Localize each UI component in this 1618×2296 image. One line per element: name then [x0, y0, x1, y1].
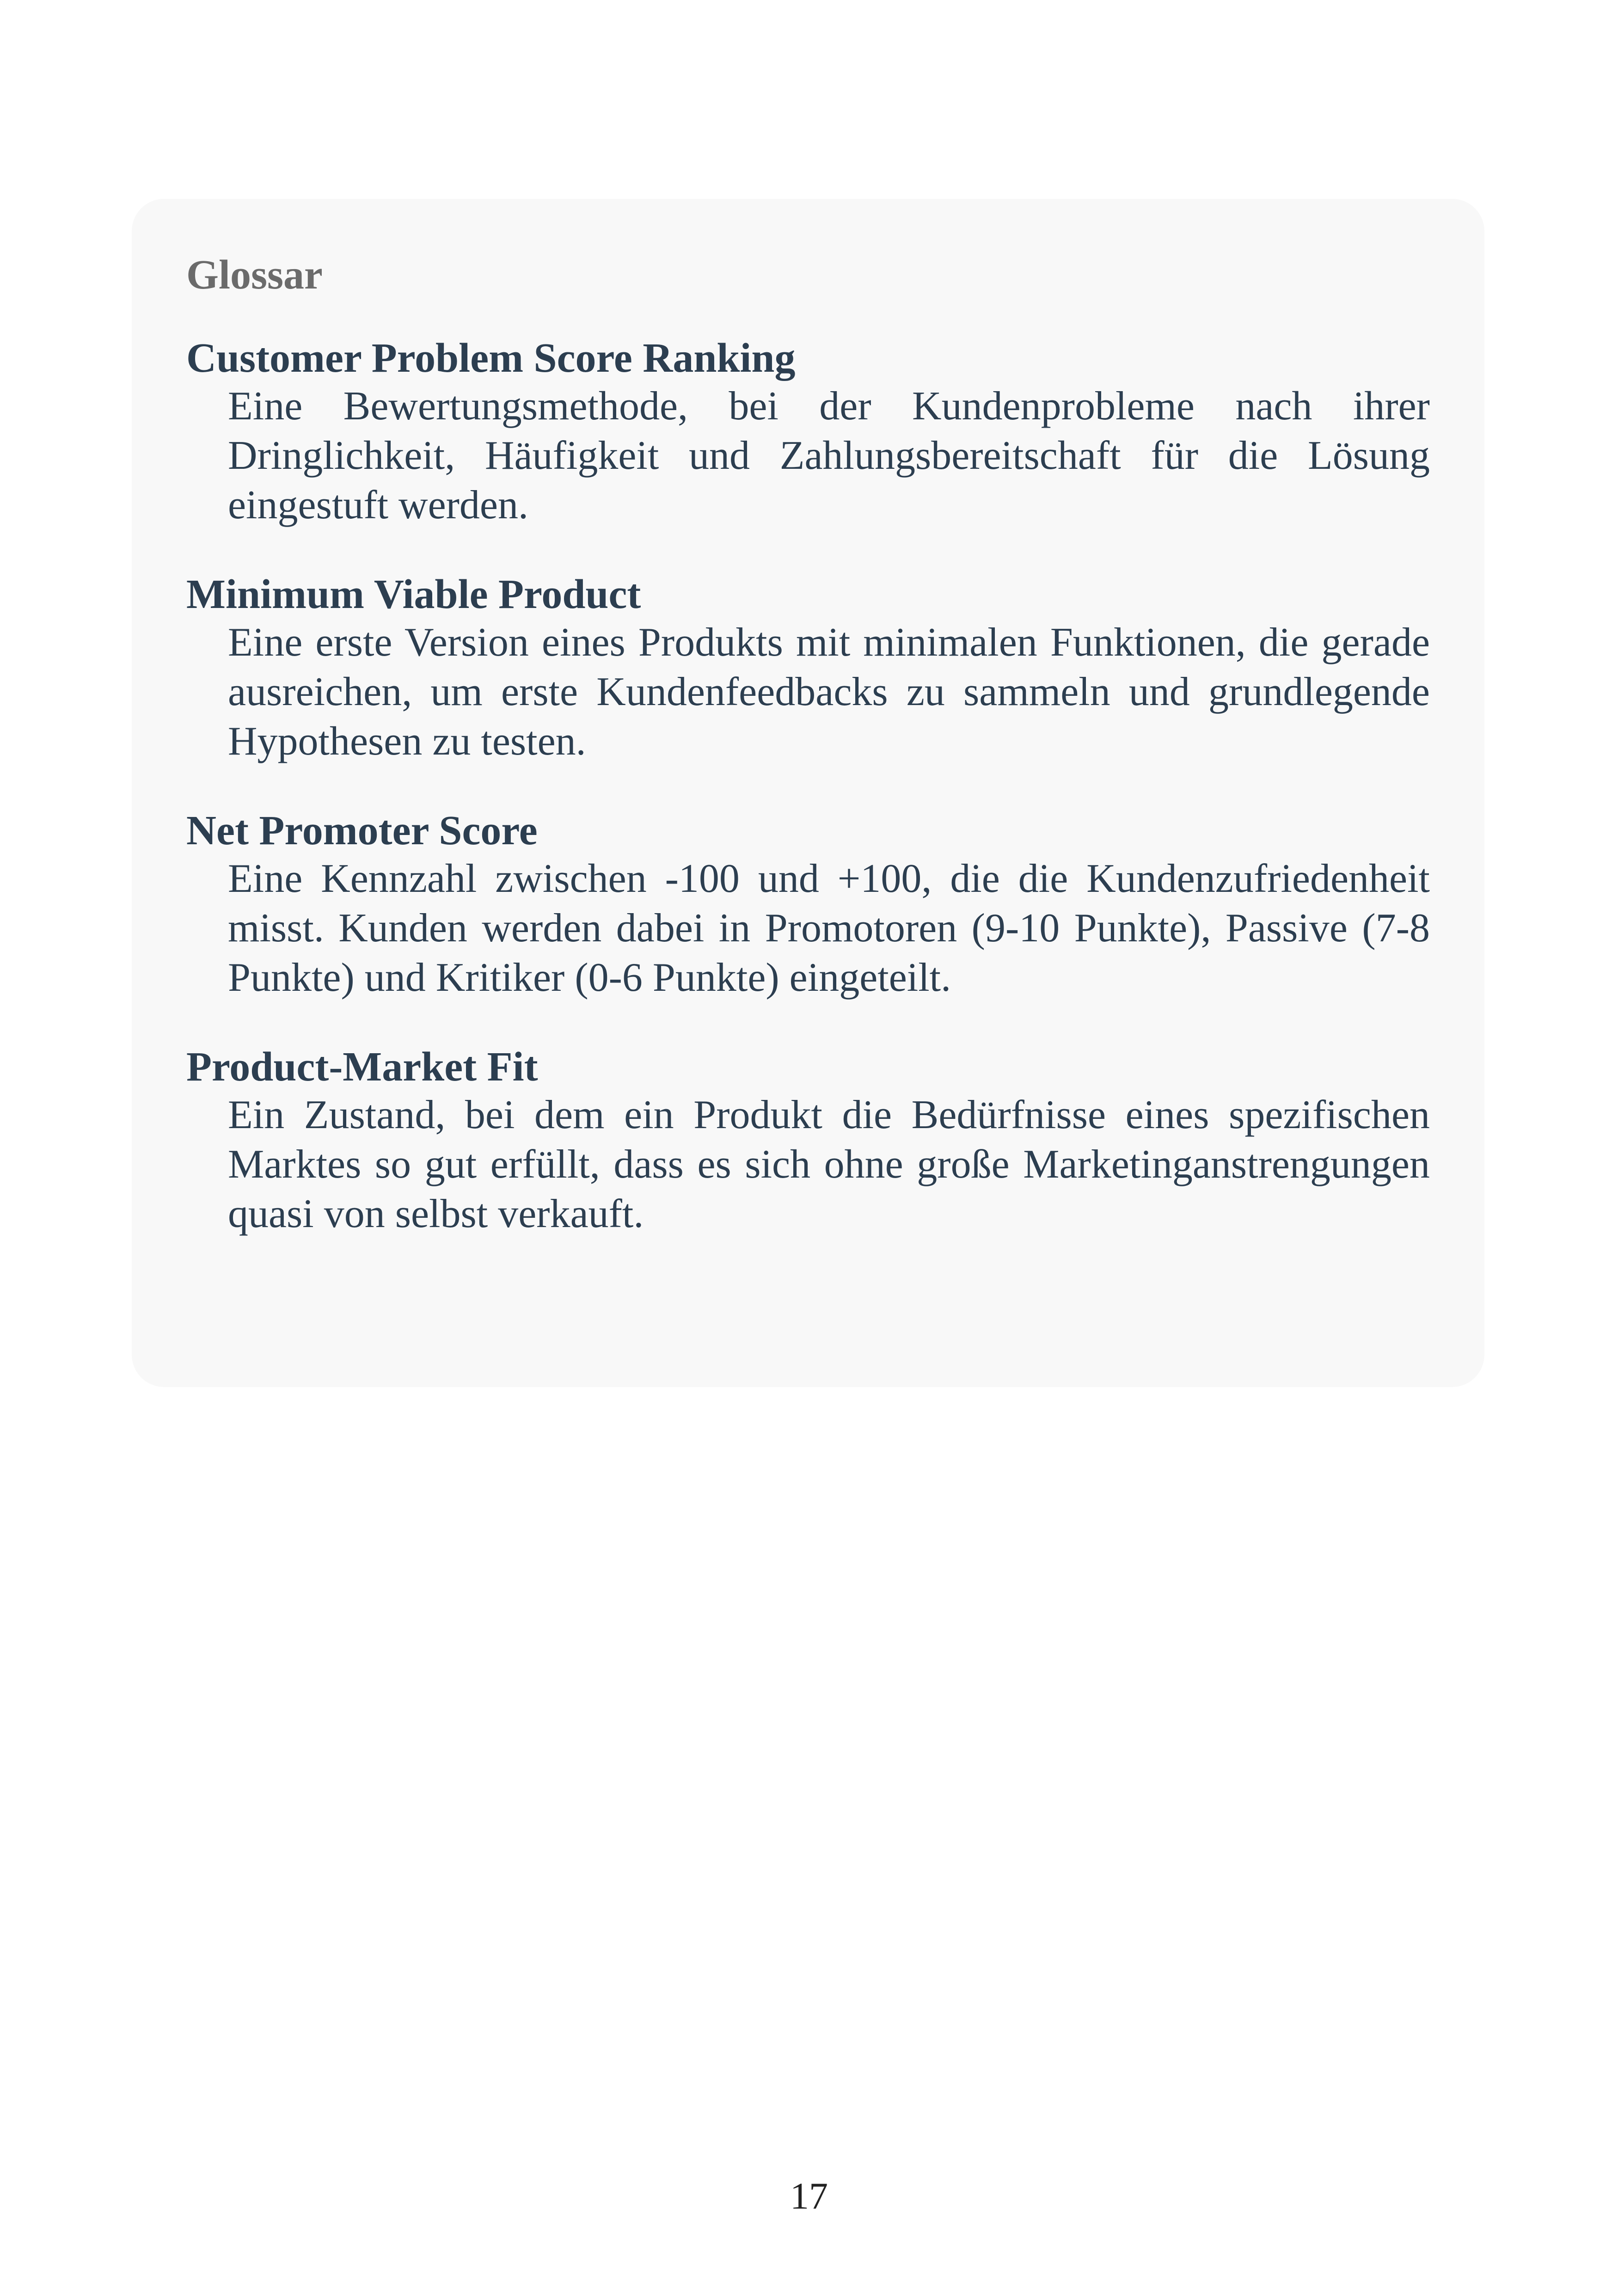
glossary-term: Customer Problem Score Ranking	[186, 335, 796, 381]
glossary-term: Product-Market Fit	[186, 1044, 538, 1090]
glossary-heading: Glossar	[186, 252, 323, 298]
glossary-entry-net-promoter-score	[186, 808, 1430, 1002]
glossary-definition: Ein Zustand, bei dem ein Produkt die Bedürfnisse eines spezifischen Marktes so gut erfüllt, dass es sich ohne große Marketinganstrengungen quasi von selbst verkauft.	[228, 1093, 1430, 1236]
glossary-box	[132, 199, 1484, 1387]
glossary-term: Net Promoter Score	[186, 808, 538, 853]
glossary-entry-minimum-viable-product	[186, 571, 1430, 766]
glossary-term: Minimum Viable Product	[186, 571, 641, 617]
glossary-definition: Eine Kennzahl zwischen -100 und +100, die die Kundenzufriedenheit misst. Kunden werden dabei in Promotoren (9-10 Punkte), Passive (7-8 Punkte) und Kritiker (0-6 Punkte) eingeteilt.	[228, 856, 1430, 1000]
glossary-definition: Eine Bewertungsmethode, bei der Kundenprobleme nach ihrer Dringlichkeit, Häufigkeit und Zahlungsbereitschaft für die Lösung eingestuft werden.	[228, 384, 1430, 528]
glossary-entry-product-market-fit	[186, 1044, 1430, 1239]
glossary-definition: Eine erste Version eines Produkts mit minimalen Funktionen, die gerade ausreichen, um erste Kundenfeedbacks zu sammeln und grundlegende Hypothesen zu testen.	[228, 620, 1430, 764]
glossary-entry-customer-problem-score-ranking	[186, 335, 1430, 530]
page-number: 17	[790, 2175, 828, 2217]
glossary-entries	[186, 335, 1430, 1239]
